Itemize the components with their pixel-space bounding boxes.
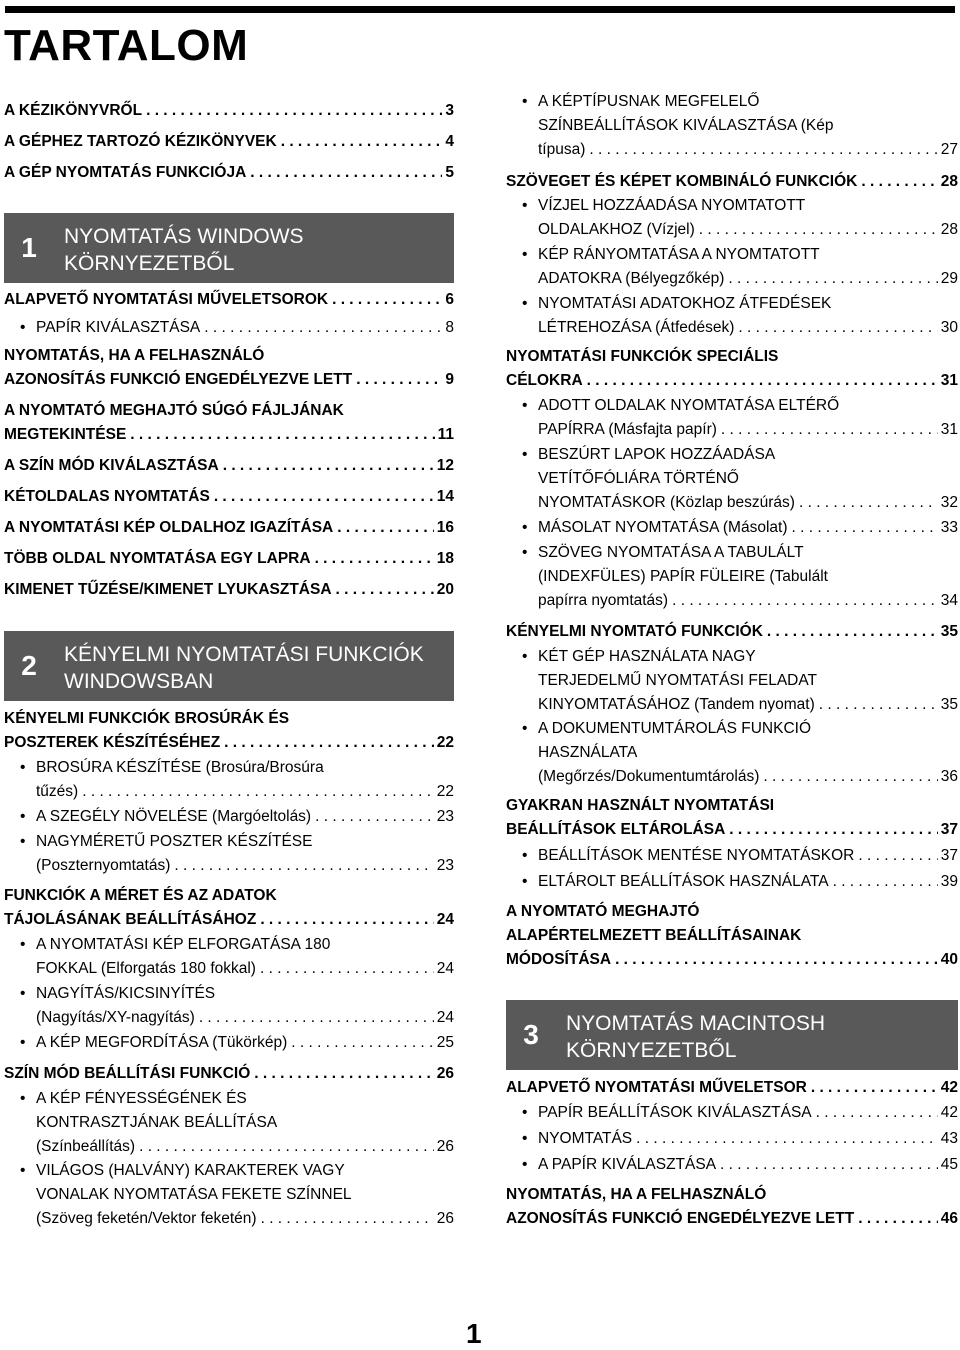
toc-entry-text: FUNKCIÓK A MÉRET ÉS AZ ADATOK [4,887,277,904]
dot-leader [791,516,937,540]
toc-entry-text: AZONOSÍTÁS FUNKCIÓ ENGEDÉLYEZVE LETT [4,371,353,388]
toc-page-number: 22 [436,783,454,800]
chapter-2-number: 2 [21,650,37,681]
chapter-2-band [4,631,454,701]
toc-section-entry [506,1183,958,1231]
toc-page-number: 37 [940,821,958,838]
toc-entry-text: (Szöveg feketén/Vektor feketén) [36,1210,257,1227]
chapter-1-band [4,213,454,283]
toc-subsection-entry [522,717,958,789]
toc-page-number: 12 [436,457,454,474]
toc-entry-text: PAPÍR KIVÁLASZTÁSA [36,319,201,336]
dot-leader [589,138,937,162]
bullet-icon: • [20,808,26,825]
dot-leader [356,368,442,392]
bullet-icon: • [20,319,26,336]
dot-leader [281,130,443,154]
dot-leader [720,1153,938,1177]
toc-entry-text: papírra nyomtatás) [538,592,669,609]
toc-entry-text: A KÉP FÉNYESSÉGÉNEK ÉS [36,1090,247,1107]
dot-leader [636,1127,938,1151]
dot-leader [833,870,938,894]
dot-leader [204,316,442,340]
dot-leader [214,485,434,509]
toc-entry-text: A SZEGÉLY NÖVELÉSE (Margóeltolás) [36,808,312,825]
toc-entry-text: LÉTREHOZÁSA (Átfedések) [538,319,735,336]
bullet-icon: • [522,1104,528,1121]
toc-entry-text: NYOMTATÁS [538,1130,633,1147]
toc-entry-text: POSZTEREK KÉSZÍTÉSÉHEZ [4,734,221,751]
toc-page-number: 18 [436,550,454,567]
dot-leader [816,1101,938,1125]
toc-section-entry [506,794,958,842]
toc-entry-text: NAGYÍTÁS/KICSINYÍTÉS [36,985,216,1002]
toc-entry-text: KINYOMTATÁSÁHOZ (Tandem nyomat) [538,696,815,713]
dot-leader [337,516,434,540]
toc-entry-text: (INDEXFÜLES) PAPÍR FÜLEIRE (Tabulált [538,568,828,585]
toc-page-number: 14 [436,488,454,505]
chapter-3-band [506,1000,958,1070]
toc-section-entry [4,884,454,932]
toc-entry-text: VILÁGOS (HALVÁNY) KARAKTEREK VAGY [36,1162,345,1179]
toc-section-entry [4,99,454,123]
toc-entry-text: (Megőrzés/Dokumentumtárolás) [538,768,760,785]
toc-page-number: 4 [445,133,454,150]
top-rule [5,6,955,13]
dot-leader [615,948,938,972]
toc-section-entry [4,707,454,755]
toc-subsection-entry [522,90,958,162]
page-number: 1 [466,1318,482,1349]
bullet-icon: • [522,397,528,414]
chapter-1-title: NYOMTATÁS WINDOWS KÖRNYEZETBŐL [64,225,304,275]
toc-page-number: 22 [436,734,454,751]
toc-subsection-entry [522,1153,958,1177]
toc-page-number: 46 [940,1210,958,1227]
toc-page-number: 45 [940,1156,958,1173]
dot-leader [332,288,442,312]
toc-section-entry [4,454,454,478]
dot-leader [811,1076,938,1100]
toc-section-entry [4,130,454,154]
bullet-icon: • [522,93,528,110]
toc-section-entry [4,161,454,185]
toc-page-number: 6 [445,291,454,308]
dot-leader [315,805,434,829]
dot-leader [260,957,434,981]
toc-subsection-entry [20,316,454,340]
dot-leader [254,1062,433,1086]
toc-section-entry [4,288,454,312]
dot-leader [336,578,434,602]
toc-subsection-entry [522,394,958,442]
bullet-icon: • [20,1162,26,1179]
dot-leader [223,454,434,478]
toc-page-number: 23 [436,857,454,874]
toc-page-number: 43 [940,1130,958,1147]
toc-entry-text: KÉNYELMI NYOMTATÓ FUNKCIÓK [506,623,763,640]
toc-subsection-entry [522,541,958,613]
toc-page-number: 23 [436,808,454,825]
toc-entry-text: (Színbeállítás) [36,1138,136,1155]
toc-page-number: 24 [436,960,454,977]
toc-subsection-entry [20,982,454,1030]
toc-entry-text: BEÁLLÍTÁSOK ELTÁROLÁSA [506,821,726,838]
toc-page-number: 35 [940,623,958,640]
toc-subsection-entry [20,830,454,878]
toc-entry-text: AZONOSÍTÁS FUNKCIÓ ENGEDÉLYEZVE LETT [506,1210,855,1227]
toc-entry-text: GYAKRAN HASZNÁLT NYOMTATÁSI [506,797,775,814]
toc-subsection-entry [522,1101,958,1125]
toc-entry-text: A GÉP NYOMTATÁS FUNKCIÓJA [4,164,247,181]
toc-entry-text: KONTRASZTJÁNAK BEÁLLÍTÁSA [36,1114,278,1131]
toc-entry-text: A KÉZIKÖNYVRŐL [4,102,143,119]
dot-leader [672,589,938,613]
bullet-icon: • [522,197,528,214]
dot-leader [858,1207,938,1231]
chapter-2-title: KÉNYELMI NYOMTATÁSI FUNKCIÓK WINDOWSBAN [64,643,424,693]
toc-page-number: 31 [940,372,958,389]
dot-leader [291,1031,434,1055]
toc-entry-text: BESZÚRT LAPOK HOZZÁADÁSA [538,446,776,463]
toc-entry-text: típusa) [538,141,586,158]
dot-leader [819,693,938,717]
toc-section-entry [4,1062,454,1086]
page-title: TARTALOM [4,21,249,70]
toc-subsection-entry [20,805,454,829]
dot-leader [174,854,433,878]
toc-entry-text: MÓDOSÍTÁSA [506,951,612,968]
toc-section-entry [4,578,454,602]
toc-subsection-entry [20,1159,454,1231]
toc-entry-text: VÍZJEL HOZZÁADÁSA NYOMTATOTT [538,197,806,214]
bullet-icon: • [522,847,528,864]
bullet-icon: • [522,1156,528,1173]
toc-entry-text: ALAPVETŐ NYOMTATÁSI MŰVELETSOR [506,1079,807,1096]
toc-entry-text: ALAPVETŐ NYOMTATÁSI MŰVELETSOROK [4,291,329,308]
toc-subsection-entry [522,870,958,894]
toc-subsection-entry [20,756,454,804]
toc-page-number: 33 [940,519,958,536]
toc-subsection-entry [20,933,454,981]
toc-page-number: 11 [437,426,454,443]
toc-entry-text: NYOMTATÁS, HA A FELHASZNÁLÓ [4,347,265,364]
toc-entry-text: SZÖVEGET ÉS KÉPET KOMBINÁLÓ FUNKCIÓK [506,173,858,190]
toc-entry-text: ADATOKRA (Bélyegzőkép) [538,270,725,287]
toc-page-number: 28 [940,173,958,190]
toc-entry-text: PAPÍR BEÁLLÍTÁSOK KIVÁLASZTÁSA [538,1104,812,1121]
toc-entry-text: SZÍN MÓD BEÁLLÍTÁSI FUNKCIÓ [4,1065,251,1082]
dot-leader [260,908,433,932]
toc-section-entry [4,399,454,447]
toc-page-number: 20 [436,581,454,598]
toc-entry-text: A NYOMTATÓ MEGHAJTÓ SÚGÓ FÁJLJÁNAK [4,402,344,419]
toc-entry-text: VONALAK NYOMTATÁSA FEKETE SZÍNNEL [36,1186,352,1203]
toc-entry-text: NYOMTATÁSKOR (Közlap beszúrás) [538,494,795,511]
bullet-icon: • [20,936,26,953]
toc-subsection-entry [522,443,958,515]
toc-page-number: 26 [436,1138,454,1155]
toc-entry-text: TÁJOLÁSÁNAK BEÁLLÍTÁSÁHOZ [4,911,257,928]
toc-subsection-entry [522,516,958,540]
dot-leader [261,1207,434,1231]
toc-entry-text: NYOMTATÁSI FUNKCIÓK SPECIÁLIS [506,348,779,365]
dot-leader [139,1135,434,1159]
toc-subsection-entry [522,243,958,291]
dot-leader [767,620,938,644]
dot-leader [721,418,938,442]
toc-entry-text: BROSÚRA KÉSZÍTÉSE (Brosúra/Brosúra [36,759,324,776]
toc-page-number: 40 [940,951,958,968]
toc-page-number: 34 [940,592,958,609]
toc-entry-text: NYOMTATÁSI ADATOKHOZ ÁTFEDÉSEK [538,295,832,312]
toc-section-entry [506,900,958,972]
dot-leader [858,844,937,868]
toc-page-number: 8 [445,319,454,336]
toc-page-number: 27 [940,141,958,158]
toc-entry-text: A KÉP MEGFORDÍTÁSA (Tükörkép) [36,1034,288,1051]
dot-leader [224,731,434,755]
toc-entry-text: ALAPÉRTELMEZETT BEÁLLÍTÁSAINAK [506,927,802,944]
toc-entry-text: KÉTOLDALAS NYOMTATÁS [4,488,210,505]
toc-entry-text: ADOTT OLDALAK NYOMTATÁSA ELTÉRŐ [538,397,840,414]
toc-entry-text: A SZÍN MÓD KIVÁLASZTÁSA [4,457,219,474]
bullet-icon: • [522,295,528,312]
toc-subsection-entry [20,1031,454,1055]
dot-leader [799,491,938,515]
bullet-icon: • [20,759,26,776]
toc-entry-text: A GÉPHEZ TARTOZÓ KÉZIKÖNYVEK [4,133,277,150]
toc-entry-text: FOKKAL (Elforgatás 180 fokkal) [36,960,256,977]
dot-leader [199,1006,434,1030]
chapter-1-number: 1 [21,232,37,263]
toc-section-entry [4,516,454,540]
bullet-icon: • [522,246,528,263]
toc-page-number: 25 [436,1034,454,1051]
toc-entry-text: MÁSOLAT NYOMTATÁSA (Másolat) [538,519,788,536]
toc-entry-text: A NYOMTATÓ MEGHAJTÓ [506,903,700,920]
toc-page-number: 37 [940,847,958,864]
dot-leader [728,267,937,291]
toc-entry-text: KIMENET TŰZÉSE/KIMENET LYUKASZTÁSA [4,581,332,598]
bullet-icon: • [20,985,26,1002]
toc-page-number: 24 [436,911,454,928]
toc-page-number: 32 [940,494,958,511]
chapter-3-title: NYOMTATÁS MACINTOSH KÖRNYEZETBŐL [566,1012,826,1062]
dot-leader [729,818,937,842]
dot-leader [738,316,937,340]
toc-section-entry [4,485,454,509]
toc-page-number: 29 [940,270,958,287]
dot-leader [82,780,434,804]
toc-entry-text: BEÁLLÍTÁSOK MENTÉSE NYOMTATÁSKOR [538,847,855,864]
toc-entry-text: SZÖVEG NYOMTATÁSA A TABULÁLT [538,544,804,561]
toc-entry-text: TÖBB OLDAL NYOMTATÁSA EGY LAPRA [4,550,311,567]
toc-subsection-entry [522,1127,958,1151]
dot-leader [763,765,937,789]
toc-entry-text: MEGTEKINTÉSE [4,426,127,443]
toc-entry-text: (Nagyítás/XY-nagyítás) [36,1009,195,1026]
dot-leader [587,369,938,393]
toc-entry-text: A NYOMTATÁSI KÉP OLDALHOZ IGAZÍTÁSA [4,519,334,536]
toc-page-number: 31 [940,421,958,438]
toc-section-entry [506,1076,958,1100]
toc-entry-text: SZÍNBEÁLLÍTÁSOK KIVÁLASZTÁSA (Kép [538,117,834,134]
dot-leader [146,99,442,123]
toc-entry-text: OLDALAKHOZ (Vízjel) [538,221,695,238]
bullet-icon: • [20,1034,26,1051]
toc-page-number: 26 [436,1210,454,1227]
bullet-icon: • [20,1090,26,1107]
toc-entry-text: HASZNÁLATA [538,744,638,761]
bullet-icon: • [522,648,528,665]
toc-section-entry [506,620,958,644]
toc-entry-text: PAPÍRRA (Másfajta papír) [538,421,717,438]
toc-subsection-entry [522,292,958,340]
toc-page-number: 24 [436,1009,454,1026]
bullet-icon: • [522,873,528,890]
toc-entry-text: A KÉPTÍPUSNAK MEGFELELŐ [538,93,760,110]
toc-page-number: 42 [940,1104,958,1121]
toc-entry-text: ELTÁROLT BEÁLLÍTÁSOK HASZNÁLATA [538,873,829,890]
toc-page-number: 42 [940,1079,958,1096]
dot-leader [315,547,434,571]
toc-entry-text: A NYOMTATÁSI KÉP ELFORGATÁSA 180 [36,936,331,953]
toc-entry-text: TERJEDELMŰ NYOMTATÁSI FELADAT [538,672,818,689]
toc-subsection-entry [522,645,958,717]
toc-section-entry [4,344,454,392]
bullet-icon: • [20,833,26,850]
toc-page-number: 30 [940,319,958,336]
toc-entry-text: KÉP RÁNYOMTATÁSA A NYOMTATOTT [538,246,820,263]
toc-section-entry [506,170,958,194]
bullet-icon: • [522,544,528,561]
toc-page-number: 26 [436,1065,454,1082]
toc-section-entry [506,345,958,393]
toc-page-number: 3 [445,102,454,119]
dot-leader [250,161,442,185]
toc-page-number: 36 [940,768,958,785]
dot-leader [699,218,938,242]
toc-entry-text: NAGYMÉRETŰ POSZTER KÉSZÍTÉSE [36,833,313,850]
toc-page-number: 39 [940,873,958,890]
toc-subsection-entry [522,844,958,868]
toc-entry-text: A PAPÍR KIVÁLASZTÁSA [538,1156,717,1173]
bullet-icon: • [522,1130,528,1147]
dot-leader [861,170,937,194]
toc-page-number: 9 [445,371,454,388]
toc-subsection-entry [20,1087,454,1159]
chapter-3-number: 3 [523,1019,539,1050]
toc-entry-text: VETÍTŐFÓLIÁRA TÖRTÉNŐ [538,470,739,487]
toc-page-number: 28 [940,221,958,238]
toc-section-entry [4,547,454,571]
dot-leader [130,423,434,447]
toc-entry-text: tűzés) [36,783,79,800]
bullet-icon: • [522,720,528,737]
toc-entry-text: CÉLOKRA [506,372,583,389]
toc-page-number: 5 [445,164,454,181]
toc-subsection-entry [522,194,958,242]
toc-page-number: 35 [940,696,958,713]
bullet-icon: • [522,519,528,536]
toc-page-number: 16 [436,519,454,536]
toc-entry-text: KÉT GÉP HASZNÁLATA NAGY [538,648,756,665]
toc-entry-text: (Poszternyomtatás) [36,857,171,874]
toc-entry-text: A DOKUMENTUMTÁROLÁS FUNKCIÓ [538,720,811,737]
bullet-icon: • [522,446,528,463]
toc-entry-text: NYOMTATÁS, HA A FELHASZNÁLÓ [506,1186,767,1203]
toc-entry-text: KÉNYELMI FUNKCIÓK BROSÚRÁK ÉS [4,710,290,727]
